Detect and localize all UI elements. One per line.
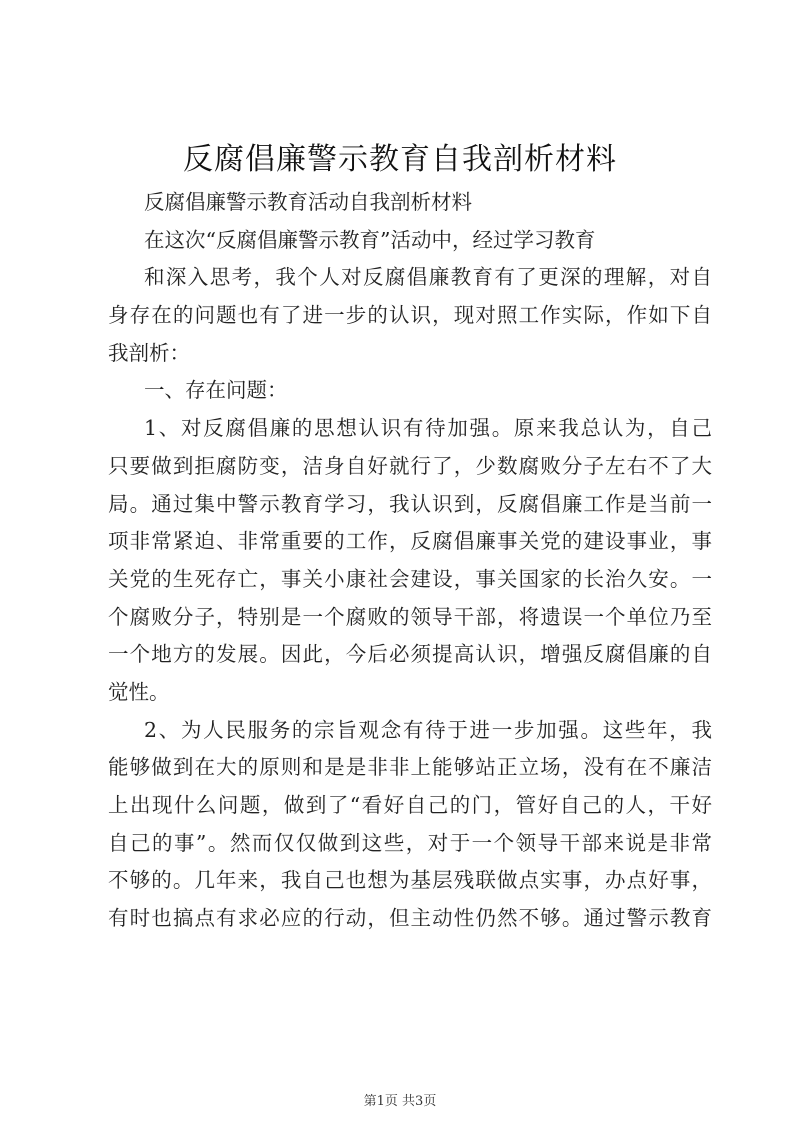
paragraph: [108, 410, 712, 712]
text-line: 一、存在问题：: [144, 378, 288, 403]
text-line: 反腐倡廉警示教育活动自我剖析材料: [144, 190, 472, 214]
text-line: 在这次“反腐倡廉警示教育”活动中，经过学习教育: [144, 227, 596, 252]
text-line: 个腐败分子，特别是一个腐败的领导干部，将遗误一个单位乃至: [108, 604, 712, 629]
text-line: 局。通过集中警示教育学习，我认识到，反腐倡廉工作是当前一: [108, 491, 712, 516]
text-line: 上出现什么问题，做到了“看好自己的门，管好自己的人，干好: [108, 793, 712, 817]
document-title: 反腐倡廉警示教育自我剖析材料: [183, 142, 617, 177]
paragraph: [108, 372, 712, 410]
document-body: [108, 184, 712, 938]
paragraph: [108, 184, 712, 222]
text-line: 觉性。: [108, 679, 170, 704]
paragraph: [108, 259, 712, 372]
text-line: 只要做到拒腐防变，洁身自好就行了，少数腐败分子左右不了大: [108, 453, 712, 478]
text-line: 我剖析：: [108, 340, 190, 365]
text-line: 一个地方的发展。因此，今后必须提高认识，增强反腐倡廉的自: [108, 642, 712, 667]
text-line: 关党的生死存亡，事关小康社会建设，事关国家的长治久安。一: [108, 566, 712, 591]
text-line: 和深入思考，我个人对反腐倡廉教育有了更深的理解，对自: [144, 265, 712, 290]
text-line: 不够的。几年来，我自己也想为基层残联做点实事，办点好事，: [108, 868, 712, 893]
page-footer: 第1页 共3页: [363, 1094, 437, 1109]
text-line: 项非常紧迫、非常重要的工作，反腐倡廉事关党的建设事业，事: [108, 529, 712, 554]
text-line: 能够做到在大的原则和是是非非上能够站正立场，没有在不廉洁: [108, 755, 712, 780]
paragraph: [108, 222, 712, 260]
text-line: 2、为人民服务的宗旨观念有待于进一步加强。这些年，我: [144, 717, 712, 742]
text-line: 有时也搞点有求必应的行动，但主动性仍然不够。通过警示教育: [108, 906, 712, 931]
paragraph: [108, 712, 712, 938]
text-line: 1、对反腐倡廉的思想认识有待加强。原来我总认为，自己: [144, 416, 712, 441]
text-line: 自己的事”。然而仅仅做到这些，对于一个领导干部来说是非常: [108, 830, 712, 855]
text-line: 身存在的问题也有了进一步的认识，现对照工作实际，作如下自: [108, 303, 712, 328]
